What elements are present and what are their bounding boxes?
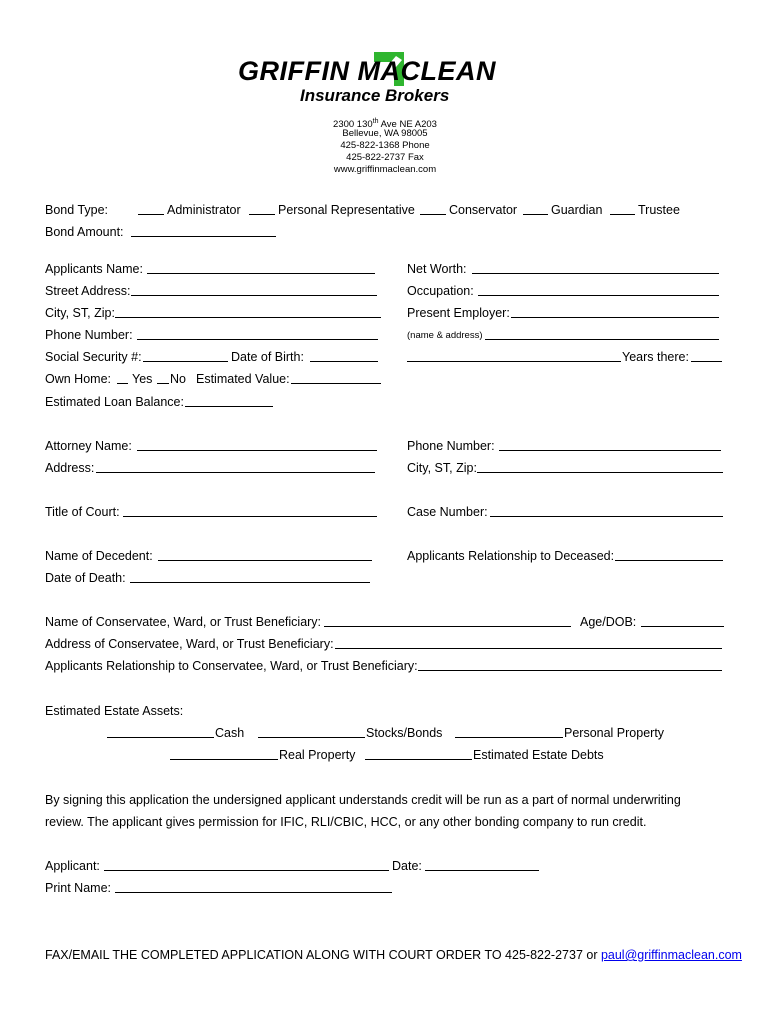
company-name: GRIFFIN MACLEAN <box>238 56 496 86</box>
address-line-2: Bellevue, WA 98005 <box>342 128 428 139</box>
own-home-label: Own Home: <box>45 372 111 386</box>
footer-text: FAX/EMAIL THE COMPLETED APPLICATION ALONG WITH COURT ORDER TO 425-822-2737 or <box>45 948 601 962</box>
conservatee-relationship-field[interactable] <box>418 670 722 671</box>
employer-address-field[interactable] <box>485 339 719 340</box>
decedent-name-field[interactable] <box>158 560 372 561</box>
bond-option-conservator: Conservator <box>449 203 518 217</box>
applicant-name-label: Applicants Name: <box>45 262 143 276</box>
estimated-value-label: Estimated Value: <box>196 372 290 386</box>
bond-option-trustee: Trustee <box>638 203 680 217</box>
loan-balance-label: Estimated Loan Balance: <box>45 395 184 409</box>
stocks-field[interactable] <box>258 737 365 738</box>
consent-line-1: By signing this application the undersigned applicant understands credit will be run as a part of normal underwriting <box>45 793 681 807</box>
own-home-no: No <box>170 372 186 386</box>
own-home-yes-blank[interactable] <box>117 383 128 384</box>
ssn-field[interactable] <box>143 361 228 362</box>
bond-option-administrator: Administrator <box>167 203 241 217</box>
date-of-death-field[interactable] <box>130 582 370 583</box>
city-state-zip-label: City, ST, Zip: <box>45 306 115 320</box>
phone-number: 425-822-1368 Phone <box>340 140 430 151</box>
signature-date-label: Date: <box>392 859 422 873</box>
applicant-signature-field[interactable] <box>104 870 389 871</box>
fax-number: 425-822-2737 Fax <box>346 152 424 163</box>
address-street: Ave NE A203 <box>378 119 437 131</box>
real-property-label: Real Property <box>279 748 356 762</box>
street-address-label: Street Address: <box>45 284 131 298</box>
bond-option-personal-representative: Personal Representative <box>278 203 415 217</box>
occupation-field[interactable] <box>478 295 719 296</box>
decedent-name-label: Name of Decedent: <box>45 549 153 563</box>
occupation-label: Occupation: <box>407 284 474 298</box>
estate-debts-label: Estimated Estate Debts <box>473 748 604 762</box>
stocks-label: Stocks/Bonds <box>366 726 443 740</box>
conservatee-address-label: Address of Conservatee, Ward, or Trust Beneficiary: <box>45 637 334 651</box>
attorney-name-field[interactable] <box>137 450 377 451</box>
bond-option-guardian: Guardian <box>551 203 603 217</box>
conservatee-name-field[interactable] <box>324 626 571 627</box>
address-street-number: 2300 130 <box>333 119 373 131</box>
employer-extra-field[interactable] <box>407 361 621 362</box>
phone-number-field[interactable] <box>137 339 378 340</box>
signature-date-field[interactable] <box>425 870 539 871</box>
consent-line-2: review. The applicant gives permission for IFIC, RLI/CBIC, HCC, or any other bonding company to run credit. <box>45 815 647 829</box>
bond-administrator-blank[interactable] <box>138 214 164 215</box>
age-dob-field[interactable] <box>641 626 724 627</box>
bond-type-label: Bond Type: <box>45 203 109 217</box>
attorney-phone-label: Phone Number: <box>407 439 495 453</box>
print-name-label: Print Name: <box>45 881 111 895</box>
bond-personal-rep-blank[interactable] <box>249 214 275 215</box>
case-number-field[interactable] <box>490 516 723 517</box>
own-home-no-blank[interactable] <box>157 383 169 384</box>
dob-field[interactable] <box>310 361 378 362</box>
bond-conservator-blank[interactable] <box>420 214 446 215</box>
address-suffix: th <box>372 118 379 125</box>
attorney-city-field[interactable] <box>477 472 723 473</box>
estate-assets-heading: Estimated Estate Assets: <box>45 704 184 718</box>
attorney-phone-field[interactable] <box>499 450 721 451</box>
loan-balance-field[interactable] <box>185 406 273 407</box>
attorney-city-label: City, ST, Zip: <box>407 461 477 475</box>
cash-field[interactable] <box>107 737 214 738</box>
cash-label: Cash <box>215 726 245 740</box>
net-worth-label: Net Worth: <box>407 262 467 276</box>
print-name-field[interactable] <box>115 892 392 893</box>
city-state-zip-field[interactable] <box>115 317 381 318</box>
conservatee-address-field[interactable] <box>335 648 722 649</box>
own-home-yes: Yes <box>132 372 153 386</box>
bond-trustee-blank[interactable] <box>610 214 635 215</box>
relationship-deceased-label: Applicants Relationship to Deceased: <box>407 549 615 563</box>
company-tagline: Insurance Brokers <box>300 86 450 105</box>
attorney-name-label: Attorney Name: <box>45 439 132 453</box>
street-address-field[interactable] <box>131 295 377 296</box>
bond-amount-field[interactable] <box>131 236 276 237</box>
real-property-field[interactable] <box>170 759 278 760</box>
website[interactable]: www.griffinmaclean.com <box>333 164 437 175</box>
company-logo <box>236 48 541 110</box>
bond-amount-label: Bond Amount: <box>45 225 124 239</box>
age-dob-label: Age/DOB: <box>580 615 637 629</box>
case-number-label: Case Number: <box>407 505 488 519</box>
name-address-note: (name & address) <box>407 330 483 341</box>
attorney-address-field[interactable] <box>96 472 375 473</box>
email-link[interactable]: paul@griffinmaclean.com <box>600 948 742 962</box>
present-employer-field[interactable] <box>511 317 719 318</box>
date-of-death-label: Date of Death: <box>45 571 126 585</box>
court-title-label: Title of Court: <box>45 505 120 519</box>
personal-property-field[interactable] <box>455 737 563 738</box>
dob-label: Date of Birth: <box>231 350 304 364</box>
present-employer-label: Present Employer: <box>407 306 510 320</box>
conservatee-name-label: Name of Conservatee, Ward, or Trust Beneficiary: <box>45 615 322 629</box>
applicant-signature-label: Applicant: <box>45 859 100 873</box>
net-worth-field[interactable] <box>472 273 719 274</box>
ssn-label: Social Security #: <box>45 350 142 364</box>
footer-instruction <box>45 947 742 963</box>
estimated-value-field[interactable] <box>291 383 381 384</box>
conservatee-relationship-label: Applicants Relationship to Conservatee, Ward, or Trust Beneficiary: <box>45 659 418 673</box>
attorney-address-label: Address: <box>45 461 95 475</box>
estate-debts-field[interactable] <box>365 759 472 760</box>
bond-guardian-blank[interactable] <box>523 214 548 215</box>
phone-number-label: Phone Number: <box>45 328 133 342</box>
personal-property-label: Personal Property <box>564 726 665 740</box>
applicant-name-field[interactable] <box>147 273 375 274</box>
years-there-label: Years there: <box>622 350 689 364</box>
relationship-deceased-field[interactable] <box>615 560 723 561</box>
court-title-field[interactable] <box>123 516 377 517</box>
years-there-field[interactable] <box>691 361 722 362</box>
